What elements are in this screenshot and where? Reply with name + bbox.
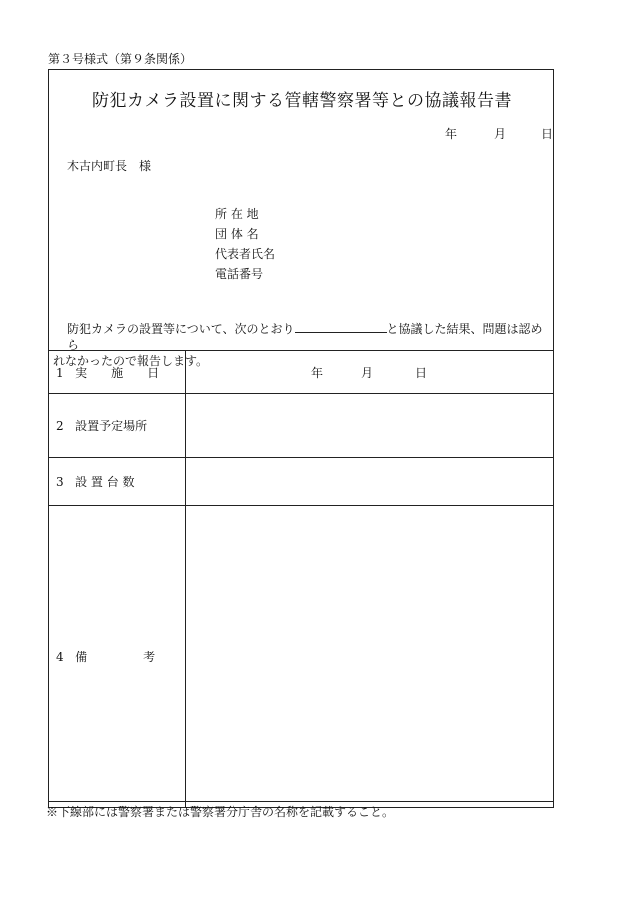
addressee: 木古内町長 様	[67, 159, 152, 173]
item-number: 3	[56, 475, 64, 489]
statement-part-2: と協議した結果、問題は認めら	[67, 322, 543, 352]
item-label: 実 施 日	[75, 365, 160, 380]
item-label: 備	[75, 650, 88, 664]
table-row	[49, 351, 554, 394]
item-label: 考	[143, 650, 156, 664]
date-month: 月	[494, 127, 507, 141]
impl-day: 日	[415, 365, 428, 380]
table-row	[49, 506, 554, 808]
applicant-address-label: 所 在 地	[215, 207, 259, 221]
footnote: ※下線部には警察署または警察署分庁舎の名称を記載すること。	[46, 805, 395, 819]
item-number: 4	[56, 650, 64, 664]
items-table	[48, 350, 554, 808]
implementation-date-value[interactable]	[186, 351, 554, 394]
table-row	[49, 394, 554, 458]
date-day: 日	[541, 127, 554, 141]
implementation-date-label	[49, 351, 186, 394]
item-label: 設置予定場所	[75, 419, 148, 433]
statement-part-1: 防犯カメラの設置等について、次のとおり	[67, 322, 295, 336]
applicant-organization-label: 団 体 名	[215, 227, 259, 241]
date-year: 年	[445, 127, 458, 141]
item-label: 設 置 台 数	[75, 475, 135, 489]
installation-site-value[interactable]	[186, 394, 554, 458]
camera-count-label	[49, 458, 186, 506]
installation-site-label	[49, 394, 186, 458]
applicant-phone-label: 電話番号	[215, 267, 264, 281]
report-form	[48, 69, 554, 802]
item-number: 2	[56, 419, 64, 433]
impl-month: 月	[361, 365, 374, 380]
remarks-value[interactable]	[186, 506, 554, 808]
camera-count-value[interactable]	[186, 458, 554, 506]
remarks-label	[49, 506, 186, 808]
police-station-blank[interactable]	[295, 320, 387, 333]
statement-line-2: れなかったので報告します。	[53, 354, 209, 368]
applicant-representative-label: 代表者氏名	[215, 247, 276, 261]
table-row	[49, 458, 554, 506]
item-number: 1	[56, 365, 64, 380]
impl-year: 年	[311, 365, 324, 380]
form-number: 第３号様式（第９条関係）	[48, 52, 193, 66]
document-title: 防犯カメラ設置に関する管轄警察署等との協議報告書	[92, 91, 512, 111]
